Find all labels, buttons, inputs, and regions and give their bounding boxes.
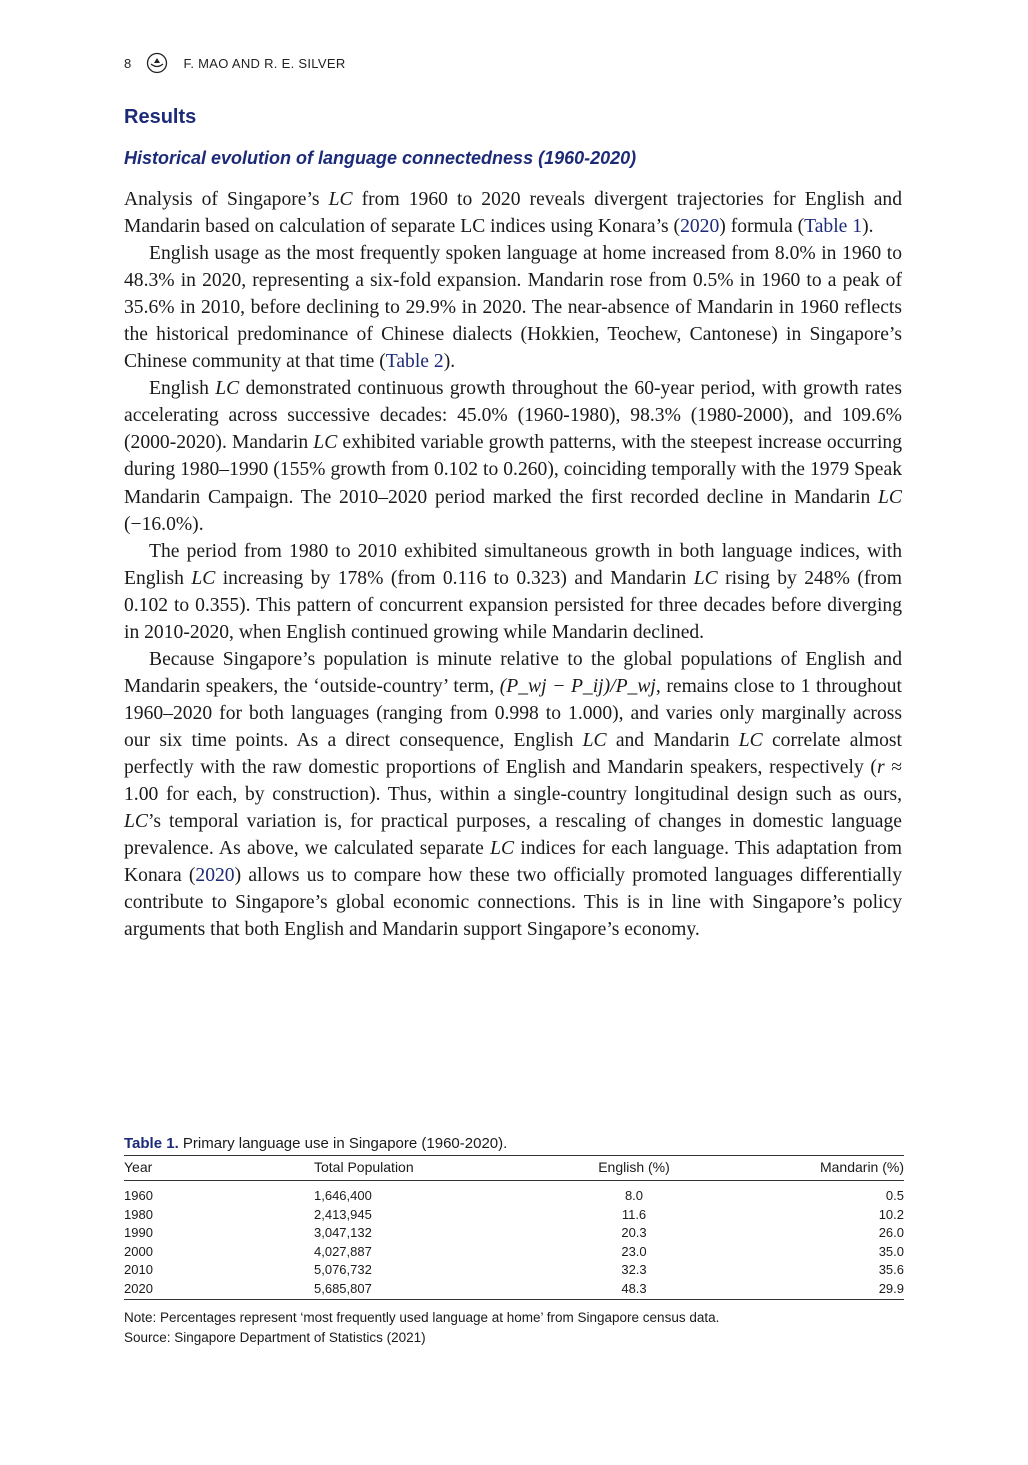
publisher-logo-icon <box>146 52 168 74</box>
table-source: Source: Singapore Department of Statistics (2021) <box>124 1329 426 1345</box>
cell-population: 5,076,732 <box>314 1262 372 1278</box>
column-header-year: Year <box>124 1156 314 1181</box>
cell-year: 1960 <box>124 1188 153 1203</box>
table-caption <box>124 1135 904 1152</box>
table-label: Table 1. <box>124 1135 179 1152</box>
lc-term: LC <box>693 567 718 589</box>
cell-population: 4,027,887 <box>314 1243 372 1259</box>
correlation-symbol: r <box>876 756 885 778</box>
formula: (P_wj − P_ij)/P_wj <box>499 675 656 697</box>
table-notes <box>124 1308 904 1348</box>
table-title: Primary language use in Singapore (1960-2020). <box>178 1135 508 1152</box>
cell-population: 3,047,132 <box>314 1225 372 1241</box>
data-table <box>124 1155 904 1300</box>
column-header-english: English (%) <box>514 1156 754 1181</box>
paragraph-3: English LC demonstrated continuous growth throughout the 60-year period, with growth rates accelerating across successive decades: 45.0% (1960-1980), 98.3% (1980-2000), and 109.6% (2000-2020). Mandarin LC exhibited variable growth patterns, with the steepest increase occurring during 1980–1990 (155% growth from 0.102 to 0.260), coinciding temporally with the 1979 Speak Mandarin Campaign. The 2010–2020 period marked the first recorded decline in Mandarin LC (−16.0%). <box>124 378 902 535</box>
lc-term: LC <box>738 729 763 751</box>
lc-term: LC <box>328 189 353 210</box>
lc-term: LC <box>490 838 515 860</box>
table-note: Note: Percentages represent ‘most frequently used language at home’ from Singapore census data. <box>124 1309 720 1325</box>
table-row <box>124 1243 904 1262</box>
column-header-population: Total Population <box>314 1156 514 1181</box>
cell-english: 48.3 <box>621 1280 647 1296</box>
table-row <box>124 1224 904 1243</box>
citation-link-konara-2020[interactable]: 2020 <box>195 865 235 887</box>
cell-year: 2000 <box>124 1243 153 1259</box>
cell-year: 1990 <box>124 1225 153 1241</box>
lc-term: LC <box>582 729 607 751</box>
paragraph-5: Because Singapore’s population is minute relative to the global populations of English and Mandarin speakers, the ‘outside-country’ term, (P_wj − P_ij)/P_wj, remains close to 1 throughout 1960–2020 for both languages (ranging from 0.998 to 1.000), and varies only marginally across our six time points. As a direct consequence, English LC and Mandarin LC correlate almost perfectly with the raw domestic proportions of English and Mandarin speakers, respectively (r ≈ 1.00 for each, by construction). Thus, within a single-country longitudinal design such as ours, LC’s temporal variation is, for practical purposes, a rescaling of changes in domestic language prevalence. As above, we calculated separate LC indices for each language. This adaptation from Konara (2020) allows us to compare how these two officially promoted languages differentially contribute to Singapore’s global economic connections. This is in line with Singapore’s policy arguments that both English and Mandarin support Singapore’s economy. <box>124 648 902 941</box>
table-1-link[interactable]: Table 1 <box>804 216 863 238</box>
cell-english: 8.0 <box>624 1188 644 1203</box>
cell-mandarin: 26.0 <box>878 1225 904 1241</box>
cell-mandarin: 10.2 <box>878 1206 904 1222</box>
table-row <box>124 1280 904 1299</box>
table-header-row <box>124 1156 904 1181</box>
lc-term: LC <box>124 811 148 833</box>
table-row <box>124 1181 904 1206</box>
cell-mandarin: 0.5 <box>885 1188 904 1203</box>
running-header-authors: F. MAO AND R. E. SILVER <box>183 55 346 71</box>
paragraph-4: The period from 1980 to 2010 exhibited simultaneous growth in both language indices, with English LC increasing by 178% (from 0.116 to 0.323) and Mandarin LC rising by 248% (from 0.102 to 0.355). This pattern of concurrent expansion persisted for three decades before diverging in 2010-2020, when English continued growing while Mandarin declined. <box>124 540 902 643</box>
column-header-mandarin: Mandarin (%) <box>754 1156 904 1181</box>
citation-link-konara-2020[interactable]: 2020 <box>680 216 720 238</box>
lc-term: LC <box>313 432 338 454</box>
table-1 <box>124 1135 904 1348</box>
lc-term: LC <box>878 486 902 508</box>
table-row <box>124 1206 904 1225</box>
page-number: 8 <box>124 55 132 71</box>
section-title: Results <box>124 106 197 128</box>
cell-english: 20.3 <box>621 1225 647 1241</box>
cell-english: 23.0 <box>621 1243 647 1259</box>
cell-english: 32.3 <box>621 1262 647 1278</box>
cell-mandarin: 35.0 <box>878 1243 904 1259</box>
cell-mandarin: 29.9 <box>878 1280 904 1296</box>
cell-population: 2,413,945 <box>314 1206 372 1222</box>
cell-year: 2010 <box>124 1262 153 1278</box>
lc-term: LC <box>191 567 216 589</box>
body-text <box>124 186 902 943</box>
cell-population: 1,646,400 <box>314 1188 372 1203</box>
cell-mandarin: 35.6 <box>878 1262 904 1278</box>
subsection-title: Historical evolution of language connectedness (1960-2020) <box>124 148 637 168</box>
paragraph-1: Analysis of Singapore’s LC from 1960 to 2020 reveals divergent trajectories for English and Mandarin based on calculation of separate LC indices using Konara’s (2020) formula (Table 1). <box>124 189 902 238</box>
lc-term: LC <box>215 378 240 400</box>
cell-year: 1980 <box>124 1206 153 1222</box>
paragraph-2: English usage as the most frequently spoken language at home increased from 8.0% in 1960 to 48.3% in 2020, representing a six-fold expansion. Mandarin rose from 0.5% in 1960 to a peak of 35.6% in 2010, before declining to 29.9% in 2020. The near-absence of Mandarin in 1960 reflects the historical predominance of Chinese dialects (Hokkien, Teochew, Cantonese) in Singapore’s Chinese community at that time (Table 2). <box>124 243 902 373</box>
table-2-link[interactable]: Table 2 <box>385 351 444 373</box>
table-row <box>124 1261 904 1280</box>
running-header <box>124 52 346 74</box>
cell-english: 11.6 <box>621 1206 647 1222</box>
cell-population: 5,685,807 <box>314 1280 372 1296</box>
cell-year: 2020 <box>124 1280 153 1296</box>
